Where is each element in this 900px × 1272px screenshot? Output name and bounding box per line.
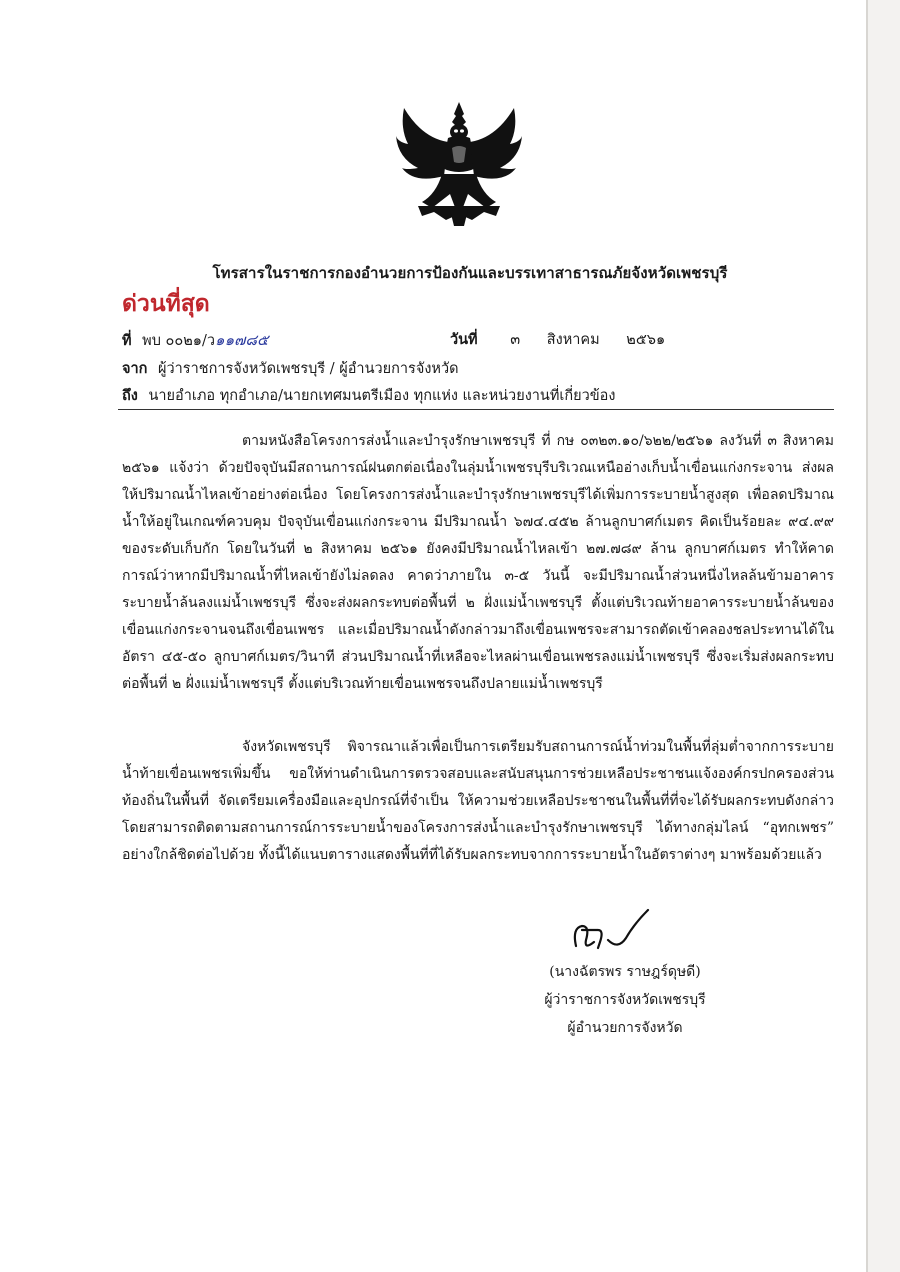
sender-line bbox=[122, 357, 459, 380]
recipient-line bbox=[122, 384, 615, 407]
to-value: นายอำเภอ ทุกอำเภอ/นายกเทศมนตรีเมือง ทุกแห่ง และหน่วยงานที่เกี่ยวข้อง bbox=[148, 388, 616, 404]
garuda-emblem-icon bbox=[392, 98, 527, 230]
body-paragraph-1: ตามหนังสือโครงการส่งน้ำและบำรุงรักษาเพชรบุรี ที่ กษ ๐๓๒๓.๑๐/๖๒๒/๒๕๖๑ ลงวันที่ ๓ สิงหาคม ๒๕๖๑ แจ้งว่า ด้วยปัจจุบันมีสถานการณ์ฝนตกต่อเนื่องในลุ่มน้ำเพชรบุรีบริเวณเหนืออ่างเก็บน้ำเขื่อนแก่งกระจาน ส่งผลให้ปริมาณน้ำไหลเข้าอย่างต่อเนื่อง โดยโครงการส่งน้ำและบำรุงรักษาเพชรบุรีได้เพิ่มการระบายน้ำสูงสุด เพื่อลดปริมาณน้ำให้อยู่ในเกณฑ์ควบคุม ปัจจุบันเขื่อนแก่งกระจาน มีปริมาณน้ำ ๖๗๔.๔๕๒ ล้านลูกบาศก์เมตร คิดเป็นร้อยละ ๙๔.๙๙ ของระดับเก็บกัก โดยในวันที่ ๒ สิงหาคม ๒๕๖๑ ยังคงมีปริมาณน้ำไหลเข้า ๒๗.๗๘๙ ล้าน ลูกบาศก์เมตร ทำให้คาดการณ์ว่าหากมีปริมาณน้ำที่ไหลเข้ายังไม่ลดลง คาดว่าภายใน ๓-๕ วันนี้ จะมีปริมาณน้ำส่วนหนึ่งไหลล้นข้ามอาคารระบายน้ำล้นลงแม่น้ำเพชรบุรี ซึ่งจะส่งผลกระทบต่อพื้นที่ ๒ ฝั่งแม่น้ำเพชรบุรี ตั้งแต่บริเวณท้ายอาคารระบายน้ำล้นของเขื่อนแก่งกระจานจนถึงเขื่อนเพชร และเมื่อปริมาณน้ำดังกล่าวมาถึงเขื่อนเพชรจะสามารถตัดเข้าคลองชลประทานได้ในอัตรา ๔๕-๕๐ ลูกบาศก์เมตร/วินาที ส่วนปริมาณน้ำที่เหลือจะไหลผ่านเขื่อนเพชรลงแม่น้ำเพชรบุรี ซึ่งจะเริ่มส่งผลกระทบต่อพื้นที่ ๒ ฝั่งแม่น้ำเพชรบุรี ตั้งแต่บริเวณท้ายเขื่อนเพชรจนถึงปลายแม่น้ำเพชรบุรี bbox=[122, 433, 834, 692]
signer-position-1: ผู้ว่าราชการจังหวัดเพชรบุรี bbox=[544, 992, 706, 1008]
to-label: ถึง bbox=[122, 387, 138, 404]
header-divider bbox=[118, 409, 834, 410]
date-year: ๒๕๖๑ bbox=[626, 332, 666, 348]
signer-name: (นางฉัตรพร ราษฎร์ดุษดี) bbox=[549, 964, 701, 980]
signer-position-2: ผู้อำนวยการจังหวัด bbox=[567, 1020, 683, 1036]
office-title: โทรสารในราชการกองอำนวยการป้องกันและบรรเทาสาธารณภัยจังหวัดเพชรบุรี bbox=[212, 264, 728, 282]
signature-block bbox=[520, 958, 730, 1042]
body-paragraph-2: จังหวัดเพชรบุรี พิจารณาแล้วเพื่อเป็นการเตรียมรับสถานการณ์น้ำท่วมในพื้นที่ลุ่มต่ำจากการระบายน้ำท้ายเขื่อนเพชรเพิ่มขึ้น ขอให้ท่านดำเนินการตรวจสอบและสนับสนุนการช่วยเหลือประชาชนแจ้งองค์กรปกครองส่วนท้องถิ่นในพื้นที่ จัดเตรียมเครื่องมือและอุปกรณ์ที่จำเป็น ให้ความช่วยเหลือประชาชนในพื้นที่ที่จะได้รับผลกระทบดังกล่าว โดยสามารถติดตามสถานการณ์การระบายน้ำของโครงการส่งน้ำและบำรุงรักษาเพชรบุรี ได้ทางกลุ่มไลน์ “อุทกเพชร” อย่างใกล้ชิดต่อไปด้วย ทั้งนี้ได้แนบตารางแสดงพื้นที่ที่ได้รับผลกระทบจากการระบายน้ำในอัตราต่างๆ มาพร้อมด้วยแล้ว bbox=[122, 739, 834, 863]
date-label: วันที่ bbox=[450, 331, 478, 348]
date-day: ๓ bbox=[510, 332, 521, 348]
ref-label: ที่ bbox=[122, 332, 132, 349]
from-label: จาก bbox=[122, 360, 148, 377]
reference-number bbox=[122, 328, 268, 352]
date-month: สิงหาคม bbox=[546, 332, 600, 348]
urgency-stamp: ด่วนที่สุด bbox=[122, 290, 210, 317]
ref-printed: พบ ๐๐๒๑/ว bbox=[142, 333, 216, 349]
ref-handwritten: ๑๑๗๘๕ bbox=[215, 331, 269, 349]
from-value: ผู้ว่าราชการจังหวัดเพชรบุรี / ผู้อำนวยการจังหวัด bbox=[158, 361, 459, 377]
document-date bbox=[450, 328, 665, 351]
handwritten-signature-icon bbox=[568, 906, 652, 956]
